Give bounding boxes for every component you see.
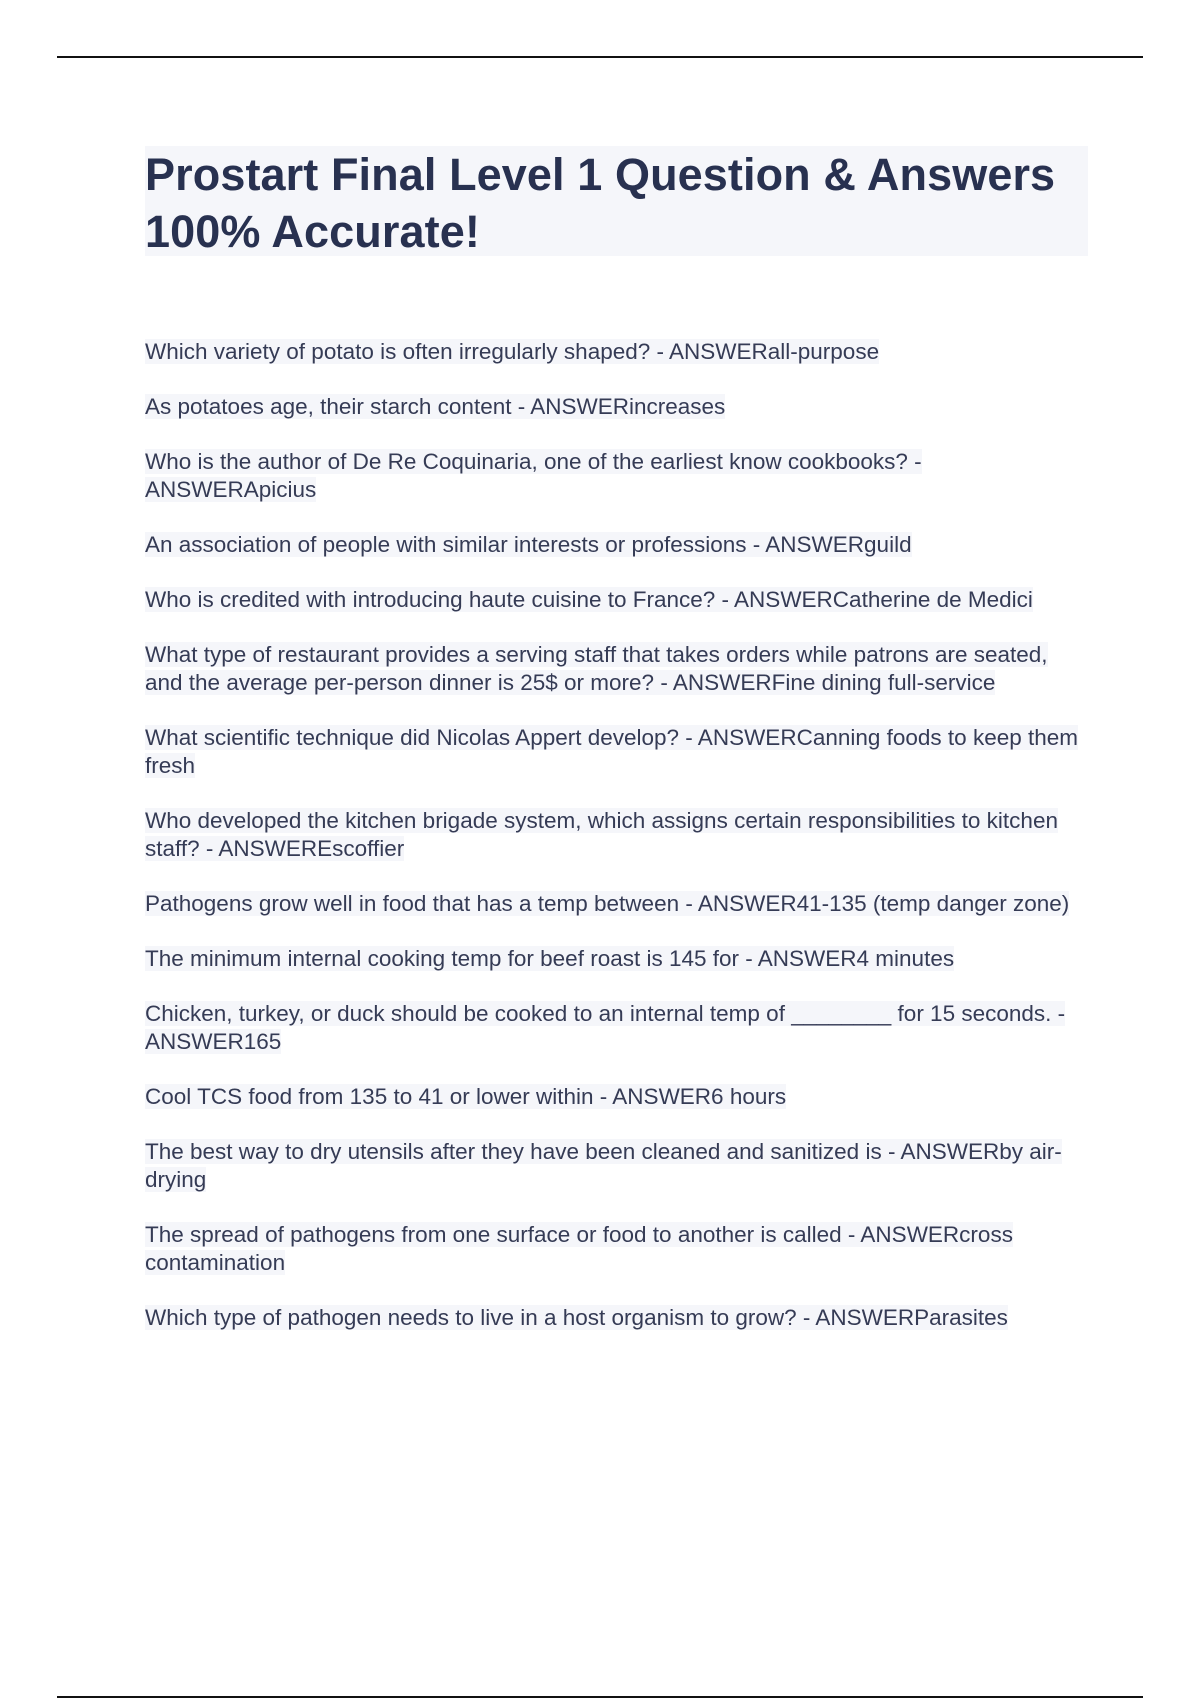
top-divider bbox=[57, 56, 1143, 58]
qa-item bbox=[145, 338, 1085, 366]
qa-item bbox=[145, 531, 1085, 559]
qa-text: Cool TCS food from 135 to 41 or lower within - ANSWER6 hours bbox=[145, 1084, 787, 1109]
qa-text: As potatoes age, their starch content - ANSWERincreases bbox=[145, 394, 726, 419]
qa-item bbox=[145, 448, 1085, 504]
qa-item bbox=[145, 641, 1085, 697]
qa-item bbox=[145, 1304, 1085, 1332]
qa-item bbox=[145, 807, 1085, 863]
bottom-divider bbox=[57, 1696, 1143, 1698]
qa-item bbox=[145, 890, 1085, 918]
qa-text: The minimum internal cooking temp for beef roast is 145 for - ANSWER4 minutes bbox=[145, 946, 955, 971]
qa-text: What type of restaurant provides a serving staff that takes orders while patrons are seated, and the average per-person dinner is 25$ or more? - ANSWERFine dining full-service bbox=[145, 642, 1048, 695]
qa-item bbox=[145, 945, 1085, 973]
qa-text: What scientific technique did Nicolas Appert develop? - ANSWERCanning foods to keep them fresh bbox=[145, 725, 1079, 778]
qa-item bbox=[145, 1138, 1085, 1194]
qa-text: Who is credited with introducing haute cuisine to France? - ANSWERCatherine de Medici bbox=[145, 587, 1033, 612]
qa-text: The spread of pathogens from one surface or food to another is called - ANSWERcross contamination bbox=[145, 1222, 1013, 1275]
qa-text: Pathogens grow well in food that has a temp between - ANSWER41-135 (temp danger zone) bbox=[145, 891, 1070, 916]
qa-text: Who developed the kitchen brigade system, which assigns certain responsibilities to kitchen staff? - ANSWEREscoffier bbox=[145, 808, 1058, 861]
qa-text: An association of people with similar interests or professions - ANSWERguild bbox=[145, 532, 912, 557]
qa-item bbox=[145, 393, 1085, 421]
qa-text: Chicken, turkey, or duck should be cooked to an internal temp of ________ for 15 seconds. - ANSWER165 bbox=[145, 1001, 1066, 1054]
qa-list bbox=[145, 338, 1085, 1359]
qa-text: Which variety of potato is often irregularly shaped? - ANSWERall-purpose bbox=[145, 339, 880, 364]
qa-text: Who is the author of De Re Coquinaria, one of the earliest know cookbooks? - ANSWERApicius bbox=[145, 449, 922, 502]
title-block bbox=[145, 146, 1088, 256]
qa-item bbox=[145, 1083, 1085, 1111]
qa-text: Which type of pathogen needs to live in a host organism to grow? - ANSWERParasites bbox=[145, 1305, 1008, 1330]
qa-item bbox=[145, 1000, 1085, 1056]
qa-item bbox=[145, 586, 1085, 614]
qa-text: The best way to dry utensils after they have been cleaned and sanitized is - ANSWERby air-drying bbox=[145, 1139, 1062, 1192]
qa-item bbox=[145, 1221, 1085, 1277]
qa-item bbox=[145, 724, 1085, 780]
document-title: Prostart Final Level 1 Question & Answers 100% Accurate! bbox=[145, 149, 1056, 257]
